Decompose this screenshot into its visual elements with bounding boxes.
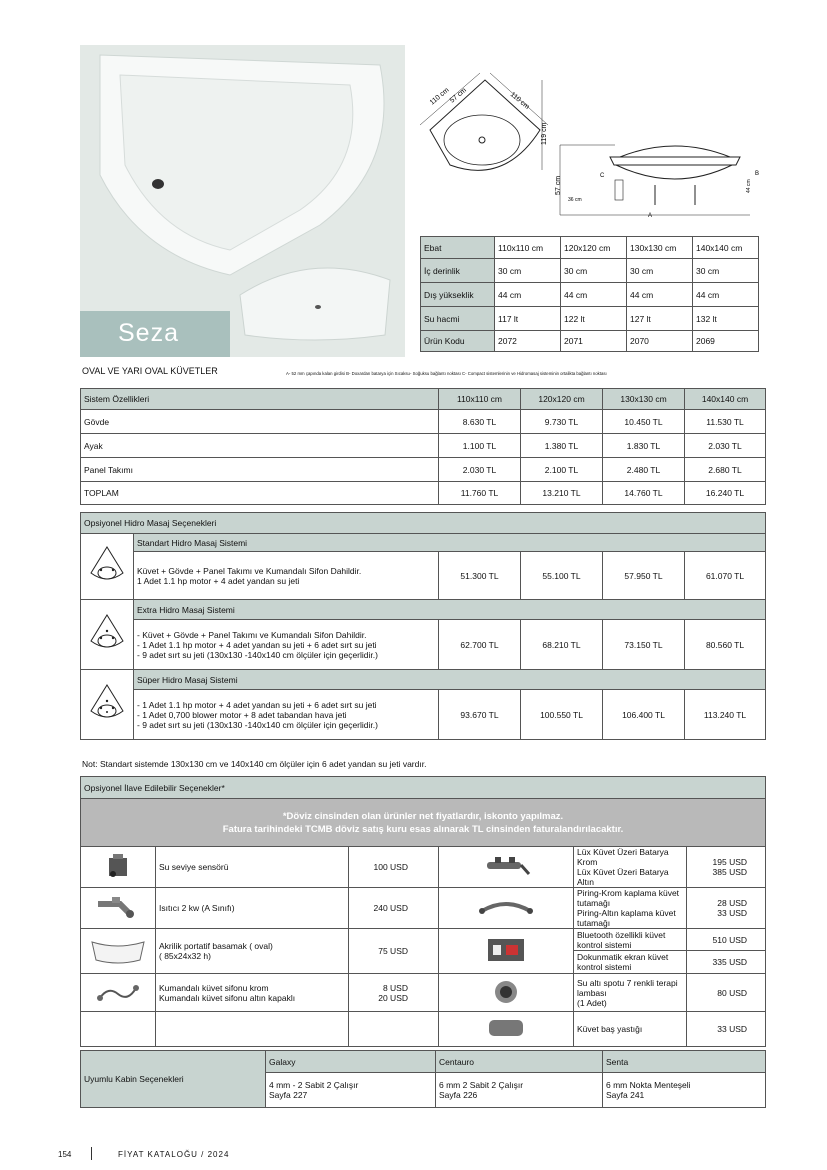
system-header-size: 140x140 cm <box>685 389 766 410</box>
specs-cell: 2070 <box>627 331 693 352</box>
dim-110-left: 110 cm <box>428 86 451 107</box>
hydro-title: Opsiyonel Hidro Masaj Seçenekleri <box>81 513 766 534</box>
extra-label: ( 85x24x32 h) <box>159 951 211 961</box>
specs-header-size: 130x130 cm <box>627 237 693 259</box>
system-price: 14.760 TL <box>603 482 685 505</box>
system-price: 13.210 TL <box>521 482 603 505</box>
specs-row-label: Dış yükseklik <box>421 283 495 307</box>
extra-price: 385 USD <box>712 867 748 877</box>
extra-price: 195 USD <box>712 857 748 867</box>
specs-row-label: İç derinlik <box>421 259 495 283</box>
system-price: 1.830 TL <box>603 434 685 458</box>
specs-cell: 44 cm <box>627 283 693 307</box>
catalog-name: FİYAT KATALOĞU / 2024 <box>118 1150 230 1159</box>
extras-title: Opsiyonel İlave Edilebilir Seçenekler* <box>81 777 766 799</box>
system-header-size: 120x120 cm <box>521 389 603 410</box>
specs-table <box>420 236 759 352</box>
specs-cell: 30 cm <box>627 259 693 283</box>
hydro-system-name: Extra Hidro Masaj Sistemi <box>134 600 766 620</box>
extra-label: Kumandalı küvet sifonu krom <box>159 982 269 993</box>
jet-diagram-icon <box>81 534 134 600</box>
specs-row-label: Ürün Kodu <box>421 331 495 352</box>
connection-note: A- 52 mm çapında kalan girdisi B- Doxardan batarya için Sıcaksu- Soğuksu bağlantı noktası C- Compact sistemlerinin ve Hidromasaj sisteminin ortalikta bağlantı noktası <box>286 371 607 376</box>
system-header-label: Sistem Özellikleri <box>81 389 439 410</box>
dim-119: 119 cm <box>541 122 548 145</box>
extra-label: Kumandalı küvet sifonu altın kapaklı <box>159 992 296 1003</box>
extra-label: Piring-Krom kaplama küvet tutamağı <box>577 888 680 908</box>
specs-header-label: Ebat <box>421 237 495 259</box>
dim-57-left: 57 cm <box>448 86 468 105</box>
system-price: 2.480 TL <box>603 458 685 482</box>
extra-price: 75 USD <box>349 929 439 974</box>
cabin-page: Sayfa 226 <box>439 1090 478 1100</box>
extra-price: 335 USD <box>687 951 766 974</box>
jet-diagram-icon <box>81 670 134 740</box>
hydro-price: 57.950 TL <box>603 552 685 600</box>
footer-divider <box>91 1147 92 1160</box>
system-price: 2.030 TL <box>685 434 766 458</box>
page-number: 154 <box>58 1150 72 1159</box>
cabin-table <box>80 1050 766 1108</box>
dim-36: 36 cm <box>568 197 582 203</box>
specs-header-size: 140x140 cm <box>693 237 759 259</box>
system-price: 11.760 TL <box>439 482 521 505</box>
specs-cell: 127 lt <box>627 307 693 331</box>
label-b: B <box>755 171 760 177</box>
extra-price: 28 USD <box>717 898 748 908</box>
hydro-line: - 1 Adet 1.1 hp motor + 4 adet yandan su jeti + 6 adet sırt su jeti <box>137 699 377 710</box>
extra-price: 8 USD <box>382 982 408 993</box>
hydro-line: - 1 Adet 0,700 blower motor + 8 adet tabandan hava jeti <box>137 709 347 720</box>
specs-cell: 2071 <box>561 331 627 352</box>
faucet-icon <box>439 847 574 888</box>
system-price: 11.530 TL <box>685 410 766 434</box>
system-table <box>80 388 766 505</box>
system-price: 2.100 TL <box>521 458 603 482</box>
hydro-price: 61.070 TL <box>685 552 766 600</box>
specs-cell: 44 cm <box>561 283 627 307</box>
hydro-price: 68.210 TL <box>521 620 603 670</box>
specs-cell: 117 lt <box>495 307 561 331</box>
hydro-price: 55.100 TL <box>521 552 603 600</box>
hydro-line: - 9 adet sırt su jeti (130x130 -140x140 cm ölçüler için geçerlidir.) <box>137 719 378 730</box>
control-panel-icon <box>439 929 574 974</box>
specs-cell: 44 cm <box>693 283 759 307</box>
hydro-line: 1 Adet 1.1 hp motor + 4 adet yandan su jeti <box>137 575 300 586</box>
grab-handle-icon <box>439 888 574 929</box>
specs-row-label: Su hacmi <box>421 307 495 331</box>
hydro-price: 73.150 TL <box>603 620 685 670</box>
hydro-price: 51.300 TL <box>439 552 521 600</box>
extra-price: 100 USD <box>349 847 439 888</box>
system-row-label: TOPLAM <box>81 482 439 505</box>
specs-cell: 30 cm <box>693 259 759 283</box>
system-price: 10.450 TL <box>603 410 685 434</box>
system-row-label: Panel Takımı <box>81 458 439 482</box>
extra-label: Piring-Altın kaplama küvet tutamağı <box>577 908 676 928</box>
hydro-price: 113.240 TL <box>685 690 766 740</box>
system-row-label: Gövde <box>81 410 439 434</box>
dim-110-right: 110 cm <box>508 91 531 111</box>
extra-price: 80 USD <box>687 974 766 1012</box>
extra-price: 240 USD <box>349 888 439 929</box>
level-sensor-icon <box>81 847 156 888</box>
dim-44: 44 cm <box>746 179 752 193</box>
technical-drawing <box>410 65 770 225</box>
extra-price: 33 USD <box>687 1012 766 1047</box>
step-stool-icon <box>81 929 156 974</box>
system-price: 2.680 TL <box>685 458 766 482</box>
product-name-label: Seza <box>80 311 230 357</box>
system-header-size: 110x110 cm <box>439 389 521 410</box>
extra-price: 33 USD <box>717 908 748 918</box>
extra-label: Lüx Küvet Üzeri Batarya Krom <box>577 847 669 867</box>
specs-cell: 30 cm <box>495 259 561 283</box>
extra-label: Lüx Küvet Üzeri Batarya Altın <box>577 867 669 887</box>
specs-cell: 132 lt <box>693 307 759 331</box>
hydro-line: Küvet + Gövde + Panel Takımı ve Kumandalı Sifon Dahildir. <box>137 565 362 576</box>
hydro-price: 93.670 TL <box>439 690 521 740</box>
cabin-desc: 6 mm Nokta Menteşeli <box>606 1080 691 1090</box>
extra-label: Dokunmatik ekran küvet kontrol sistemi <box>574 951 687 974</box>
hydro-note: Not: Standart sistemde 130x130 cm ve 140x140 cm ölçüler için 6 adet yandan su jeti vardır. <box>82 759 427 769</box>
extra-label: Su altı spotu 7 renkli terapi lambası <box>577 977 678 998</box>
extra-label: Küvet baş yastığı <box>574 1012 687 1047</box>
hydro-system-name: Standart Hidro Masaj Sistemi <box>134 534 766 552</box>
cabin-name: Galaxy <box>266 1051 436 1073</box>
system-price: 1.380 TL <box>521 434 603 458</box>
extra-label: Su seviye sensörü <box>156 847 349 888</box>
cabin-page: Sayfa 227 <box>269 1090 308 1100</box>
label-c: C <box>600 173 605 179</box>
category-title: OVAL VE YARI OVAL KÜVETLER <box>82 366 218 376</box>
cabin-desc: 6 mm 2 Sabit 2 Çalışır <box>439 1080 524 1090</box>
extras-table <box>80 776 766 1047</box>
jet-diagram-icon <box>81 600 134 670</box>
specs-header-size: 110x110 cm <box>495 237 561 259</box>
system-price: 1.100 TL <box>439 434 521 458</box>
cabin-name: Senta <box>603 1051 766 1073</box>
hydro-price: 80.560 TL <box>685 620 766 670</box>
extra-price: 20 USD <box>378 992 408 1003</box>
label-a: A <box>648 213 653 219</box>
currency-notice: *Döviz cinsinden olan ürünler net fiyatlardır, iskonto yapılmaz. <box>282 810 564 822</box>
cabin-label: Uyumlu Kabin Seçenekleri <box>81 1051 266 1108</box>
system-header-size: 130x130 cm <box>603 389 685 410</box>
extra-price: 510 USD <box>687 929 766 951</box>
system-price: 9.730 TL <box>521 410 603 434</box>
specs-cell: 122 lt <box>561 307 627 331</box>
specs-cell: 44 cm <box>495 283 561 307</box>
head-pillow-icon <box>439 1012 574 1047</box>
specs-header-size: 120x120 cm <box>561 237 627 259</box>
system-price: 8.630 TL <box>439 410 521 434</box>
hydro-table <box>80 512 766 740</box>
hydro-price: 62.700 TL <box>439 620 521 670</box>
cabin-desc: 4 mm - 2 Sabit 2 Çalışır <box>269 1080 359 1090</box>
hydro-line: - 1 Adet 1.1 hp motor + 4 adet yandan su jeti + 6 adet sırt su jeti <box>137 639 377 650</box>
specs-cell: 30 cm <box>561 259 627 283</box>
hydro-line: - 9 adet sırt su jeti (130x130 -140x140 cm ölçüler için geçerlidir.) <box>137 649 378 660</box>
cabin-page: Sayfa 241 <box>606 1090 645 1100</box>
cabin-name: Centauro <box>436 1051 603 1073</box>
currency-notice: Fatura tarihindeki TCMB döviz satış kuru esas alınarak TL cinsinden faturalandırılacaktır. <box>222 823 624 835</box>
extra-label: Isıtıcı 2 kw (A Sınıfı) <box>156 888 349 929</box>
system-row-label: Ayak <box>81 434 439 458</box>
underwater-light-icon <box>439 974 574 1012</box>
extra-label: Akrilik portatif basamak ( oval) <box>159 941 273 951</box>
dim-57-side: 57 cm <box>555 175 562 195</box>
extra-label: Bluetooth özellikli küvet kontrol sistemi <box>574 929 687 951</box>
system-price: 2.030 TL <box>439 458 521 482</box>
extra-label: (1 Adet) <box>577 997 607 1008</box>
heater-icon <box>81 888 156 929</box>
hydro-price: 106.400 TL <box>603 690 685 740</box>
hydro-line: - Küvet + Gövde + Panel Takımı ve Kumandalı Sifon Dahildir. <box>137 629 367 640</box>
specs-cell: 2069 <box>693 331 759 352</box>
drain-siphon-icon <box>81 974 156 1012</box>
hydro-system-name: Süper Hidro Masaj Sistemi <box>134 670 766 690</box>
specs-cell: 2072 <box>495 331 561 352</box>
hydro-price: 100.550 TL <box>521 690 603 740</box>
system-price: 16.240 TL <box>685 482 766 505</box>
